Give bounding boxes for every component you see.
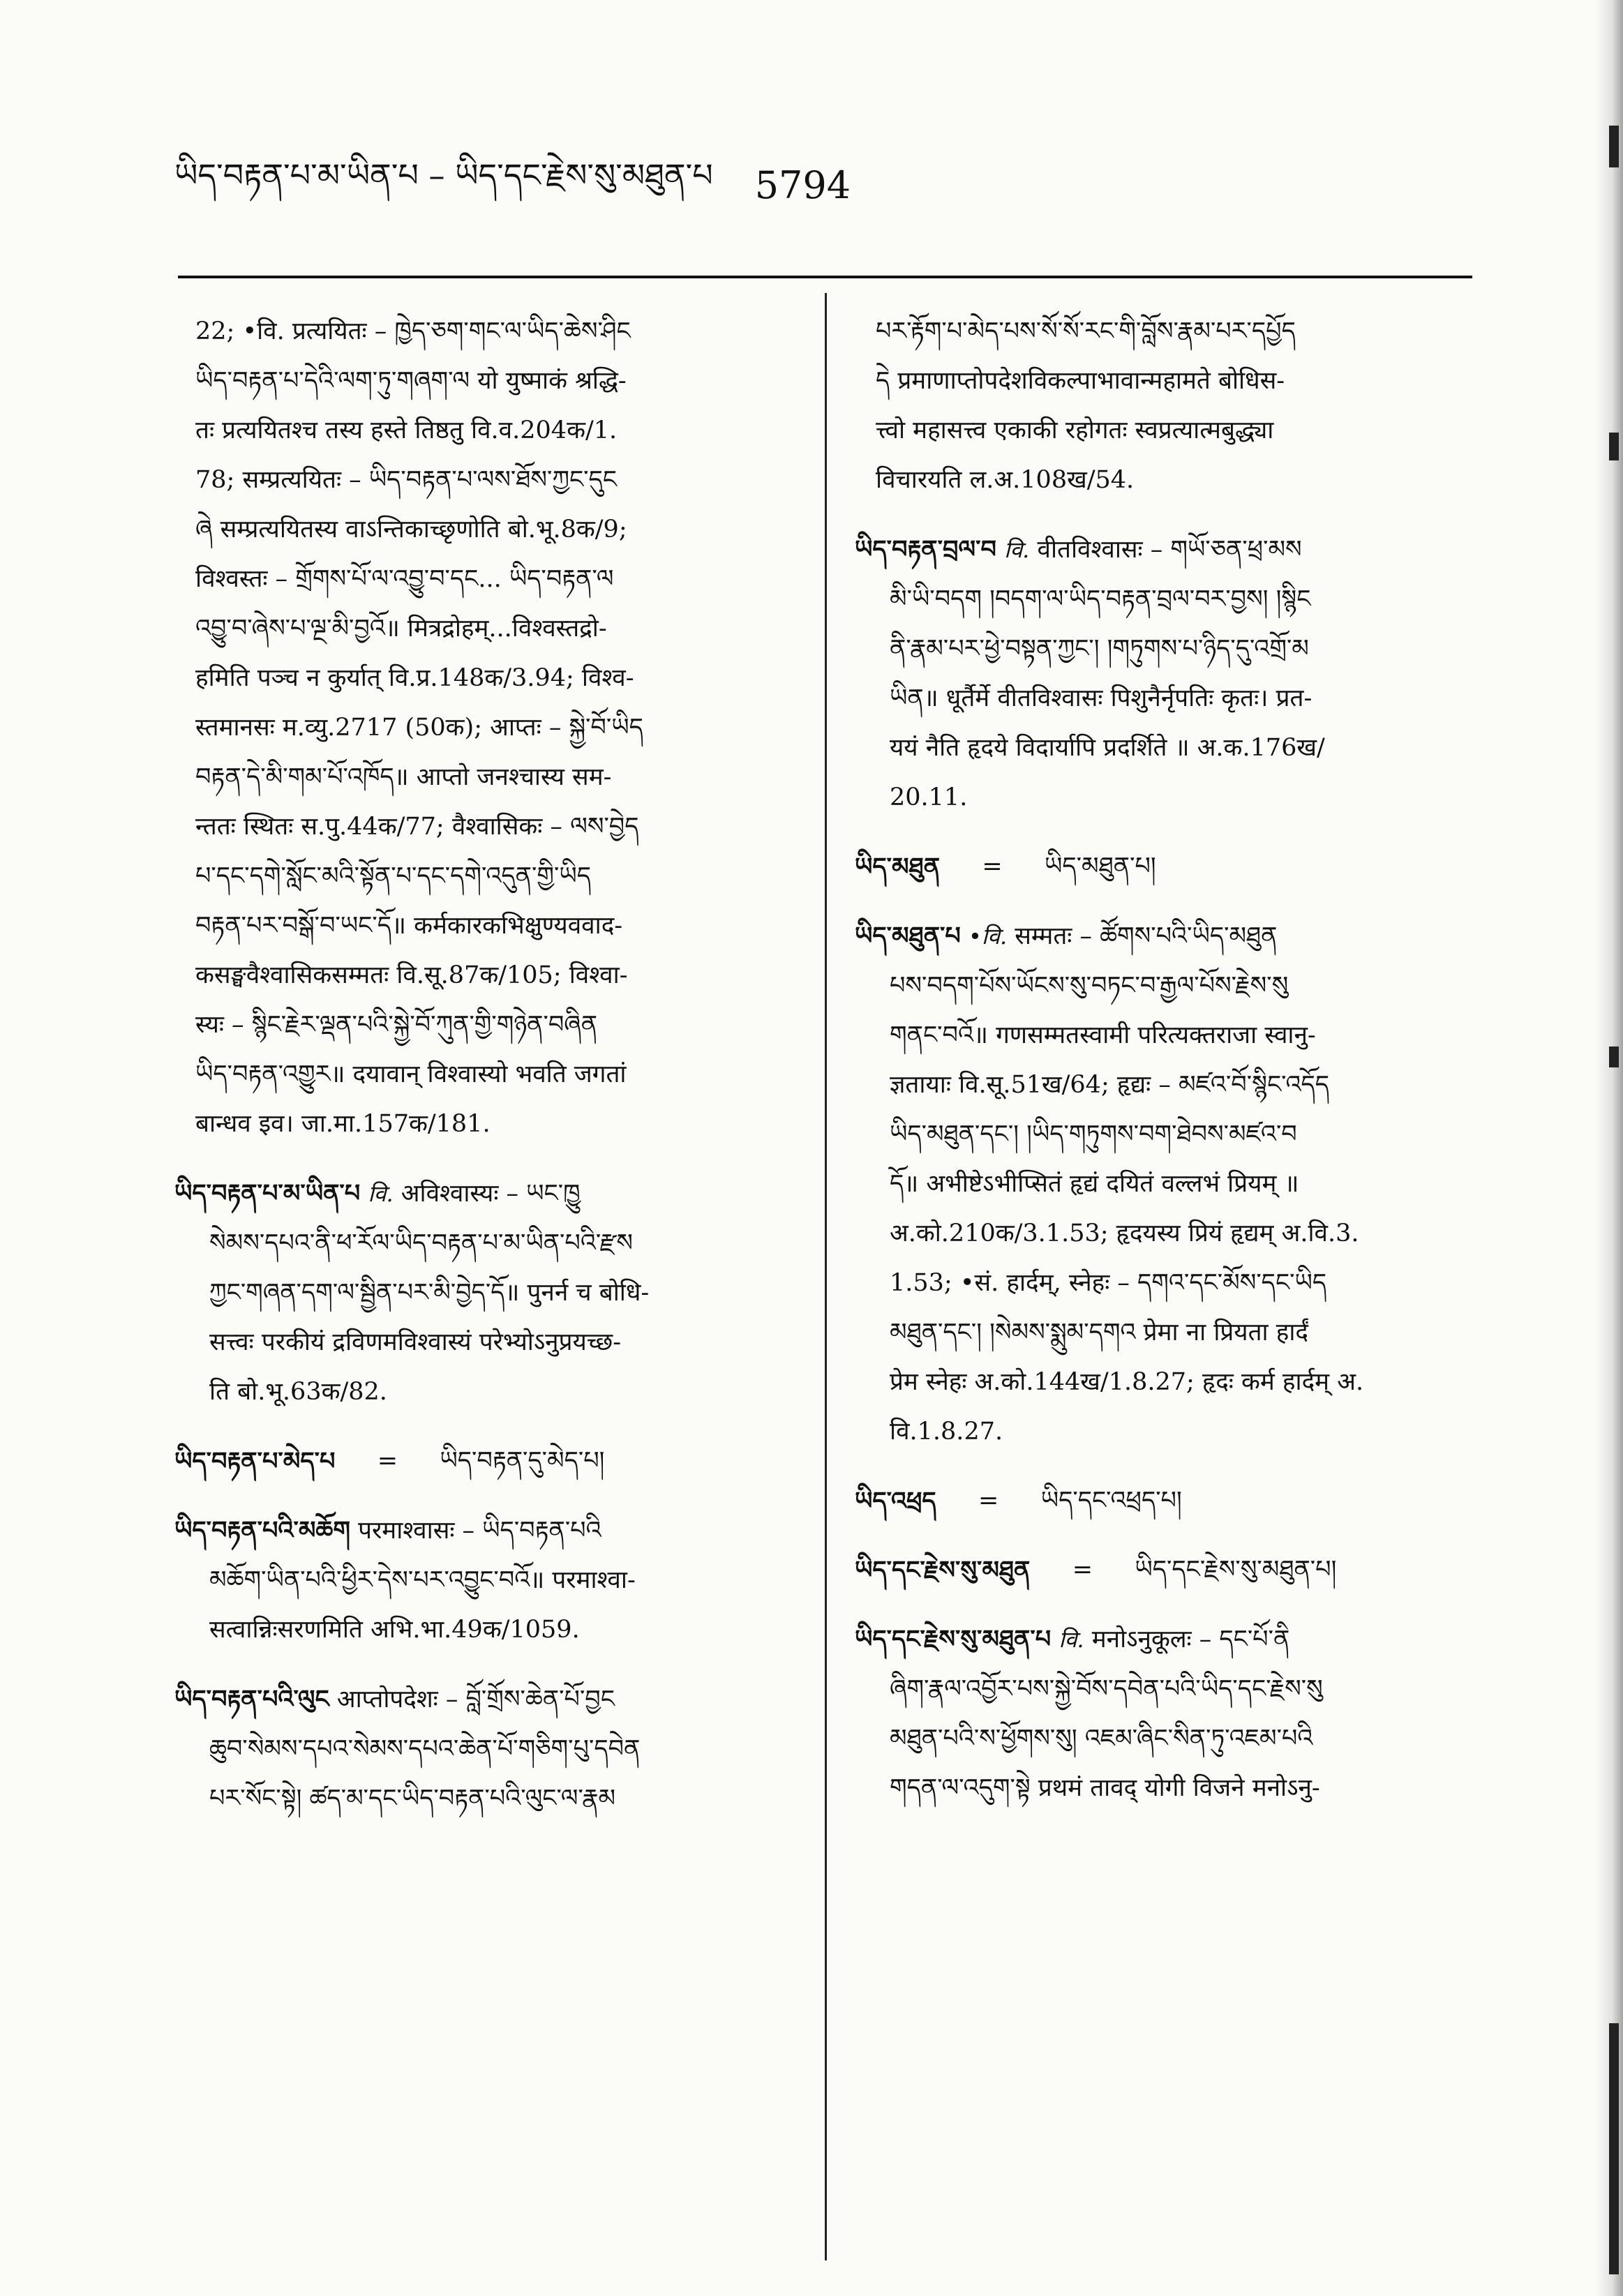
xref-target: ཡིད་བརྟན་དུ་མེད་པ།: [440, 1447, 605, 1475]
cross-reference: [855, 1476, 1469, 1526]
pos-tag: •वि.: [968, 923, 1008, 950]
gloss: वीतविश्वासः – གཡོ་ཅན་ཕྲ་མས: [1037, 536, 1302, 564]
scan-mark: [1609, 126, 1619, 167]
xref-head: ཡིད་འཕྲད: [855, 1487, 936, 1515]
text-line: बान्धव इव। जा.मा.157क/181.: [195, 1110, 491, 1138]
text-line: གདན་ལ་འདུག་སྟེ प्रथमं तावद् योगी विजने मनोऽनु-: [890, 1774, 1320, 1802]
text-line: ཡིད་བརྟན་པ་དེའི་ལག་ཏུ་གཞག་ལ यो युष्माकं श्रद्धि-: [195, 367, 627, 395]
gloss: मनोऽनुकूलः – དང་པོ་ནི: [1091, 1626, 1290, 1653]
running-header: [174, 156, 1472, 209]
text-line: སེམས་དཔའ་ནི་ཕ་རོལ་ཡིད་བརྟན་པ་མ་ཡིན་པའི་རྫས: [209, 1229, 633, 1257]
text-line: त्त्वो महासत्त्व एकाकी रहोगतः स्वप्रत्यात्मबुद्ध्या: [876, 417, 1274, 444]
text-line: འབྱུ་བ་ཞེས་པ་ལྔ་མི་བྱའོ॥ मित्रद्रोहम्...विश्वस्तद्रो-: [195, 615, 607, 643]
headword: ཡིད་བརྟན་པ་མ་ཡིན་པ: [174, 1179, 361, 1208]
text-line: विश्वस्तः – གྲོགས་པོ་ལ་འབྱུ་བ་དང... ཡིད་བརྟན་ལ: [195, 565, 614, 593]
entry-sammata: [855, 911, 1469, 1457]
text-line: ཡིད་བརྟན་འགྱུར॥ दयावान् विश्वास्यो भवति जगतां: [195, 1060, 627, 1088]
left-column: [174, 307, 788, 1843]
text-line: 20.11.: [890, 783, 968, 811]
gloss: परमाश्वासः – ཡིད་བརྟན་པའི: [358, 1517, 601, 1545]
text-line: པར་རྟོག་པ་མེད་པས་སོ་སོ་རང་གི་བློས་རྣམ་པར་དཔྱོད: [876, 317, 1296, 345]
text-line: ནི་རྣམ་པར་ཕྱེ་བསྟན་ཀྱང་། །གཏུགས་པ་ཉིད་དུ་འགྲོ་མ: [890, 635, 1309, 663]
xref-equals: =: [978, 1487, 999, 1515]
scan-mark: [1609, 2023, 1619, 2274]
text-line: ཆུབ་སེམས་དཔའ་སེམས་དཔའ་ཆེན་པོ་གཅིག་པུ་དབེན: [209, 1735, 641, 1763]
text-line: ཡིད་མཐུན་དང་། །ཡིད་གཏུགས་བག་ཐེབས་མཛའ་བ: [890, 1120, 1297, 1148]
headword: ཡིད་བརྟན་པའི་ལུང: [174, 1685, 329, 1713]
text-line: तः प्रत्ययितश्च तस्य हस्ते तिष्ठतु वि.व.204क/1.: [195, 417, 618, 444]
xref-head: ཡིད་དང་རྗེས་སུ་མཐུན: [855, 1556, 1031, 1584]
text-line: स्तमानसः म.व्यु.2717 (50क); आप्तः – སྐྱེ་བོ་ཡིད: [195, 714, 643, 742]
cross-reference: [855, 1545, 1469, 1595]
text-line: अ.को.210क/3.1.53; हृदयस्य प्रियं हृद्यम् अ.वि.3.: [890, 1220, 1359, 1247]
text-line: མཐུན་དང་། །སེམས་སྨུམ་དགའ प्रेमा ना प्रियता हार्दं: [890, 1319, 1308, 1346]
header-title: ཡིད་བརྟན་པ་མ་ཡིན་པ – ཡིད་དང་རྗེས་སུ་མཐུན་པ: [174, 156, 713, 194]
xref-head: ཡིད་མཐུན: [855, 853, 941, 881]
entry-vitavishvasa: [855, 525, 1469, 823]
text-line: མི་ཡི་བདག །བདག་ལ་ཡིད་བརྟན་བྲལ་བར་བྱས། །སྙིང: [890, 585, 1311, 613]
scan-mark: [1609, 433, 1619, 460]
column-divider: [825, 293, 827, 2260]
text-line: ཡིན॥ धूर्तैर्मे वीतविश्वासः पिशुनैर्नृपतिः कृतः। प्रत-: [890, 684, 1312, 712]
xref-target: ཡིད་དང་འཕྲད་པ།: [1040, 1487, 1182, 1515]
cross-reference: [855, 842, 1469, 892]
text-line: མཐུན་པའི་ས་ཕྱོགས་སུ། འཇམ་ཞིང་སིན་ཏུ་འཇམ་པའི: [890, 1725, 1313, 1753]
xref-equals: =: [377, 1447, 398, 1475]
text-line: कसङ्घवैश्वासिकसम्मतः वि.सू.87क/105; विश्वा-: [195, 961, 628, 989]
xref-equals: =: [982, 853, 1003, 880]
text-line: सत्त्वः परकीयं द्रविणमविश्वास्यं परेभ्योऽनुप्रयच्छ-: [209, 1328, 622, 1356]
xref-equals: =: [1072, 1556, 1093, 1584]
text-line: བརྟན་དེ་མི་གམ་པོ་འཁོད॥ आप्तो जनश्चास्य सम-: [195, 763, 612, 791]
text-line: ཀྱང་གཞན་དག་ལ་སྦྱིན་པར་མི་བྱེད་དོ॥ पुनर्न च बोधि-: [209, 1279, 650, 1307]
scan-mark: [1609, 1046, 1619, 1067]
headword: ཡིད་དང་རྗེས་སུ་མཐུན་པ: [855, 1625, 1052, 1653]
entry-aptopadesha: [174, 1674, 788, 1824]
text-line: ཞིག་རྣལ་འབྱོར་པས་སྐྱེ་བོས་དབེན་པའི་ཡིད་དང་རྗེས་སུ: [890, 1675, 1323, 1703]
text-line: 1.53; •सं. हार्दम्, स्नेहः – དགའ་དང་མོས་དང་ཡིད: [890, 1269, 1327, 1297]
text-line: प्रेम स्नेहः अ.को.144ख/1.8.27; हृदः कर्म हार्दम् अ.: [890, 1368, 1364, 1396]
headword: ཡིད་བརྟན་པའི་མཆོག: [174, 1516, 350, 1545]
text-line: वि.1.8.27.: [890, 1418, 1003, 1446]
xref-head: ཡིད་བརྟན་པ་མེད་པ: [174, 1447, 336, 1476]
gloss: आप्तोपदेशः – བློ་གྲོས་ཆེན་པོ་བྱང: [336, 1686, 615, 1713]
text-line: सत्वान्निःसरणमिति अभि.भा.49क/1059.: [209, 1616, 580, 1644]
text-line: དོ॥ अभीष्टेऽभीप्सितं हृद्यं दयितं वल्लभं प्रियम् ॥: [890, 1170, 1299, 1198]
text-line: དེ प्रमाणाप्तोपदेशविकल्पाभावान्महामते बोधिस-: [876, 367, 1285, 395]
text-line: གནང་བའོ॥ गणसम्मतस्वामी परित्यक्तराजा स्वानु-: [890, 1021, 1316, 1049]
text-line: 78; सम्प्रत्ययितः – ཡིད་བརྟན་པ་ལས་ཐོས་ཀྱང་དུང: [195, 466, 617, 494]
text-line: विचारयति ल.अ.108ख/54.: [876, 466, 1135, 494]
text-line: न्ततः स्थितः स.पु.44क/77; वैश्वासिकः – ལས་བྱེད: [195, 813, 639, 841]
continued-entry: [174, 307, 788, 1149]
text-line: པས་བདག་པོས་ཡོངས་སུ་བཏང་བ་རྒྱལ་པོས་རྗེས་སུ: [890, 972, 1289, 1000]
scan-edge-shadow: [1595, 0, 1623, 2296]
entry-paramashvasa: [174, 1506, 788, 1655]
gloss: अविश्वास्यः – ཡང་ཁྱུ: [401, 1180, 581, 1208]
headword: ཡིད་མཐུན་པ: [855, 922, 961, 950]
text-line: हमिति पञ्च न कुर्यात् वि.प्र.148क/3.94; विश्व-: [195, 664, 634, 692]
cross-reference: [174, 1436, 788, 1486]
text-line: ति बो.भू.63क/82.: [209, 1378, 387, 1406]
pos-tag: वि.: [368, 1180, 394, 1207]
text-line: བརྟན་པར་བསྒོ་བ་ཡང་དོ॥ कर्मकारकभिक्षुण्यववाद-: [195, 912, 623, 940]
gloss: सम्मतः – ཚོགས་པའི་ཡིད་མཐུན: [1015, 922, 1278, 950]
text-line: 22; •वि. प्रत्ययितः – ཁྱེད་ཅག་གང་ལ་ཡིད་ཆེས་ཤིང: [195, 317, 631, 345]
text-line: མཆོག་ཡིན་པའི་ཕྱིར་དེས་པར་འབྱུང་བའོ॥ परमाश्वा-: [209, 1566, 636, 1594]
page-number: 5794: [754, 163, 851, 207]
right-column: [855, 307, 1469, 1833]
headword: ཡིད་བརྟན་བྲལ་བ: [855, 535, 996, 564]
pos-tag: वि.: [1004, 537, 1030, 563]
text-line: ययं नैति हृदये विदार्यापि प्रदर्शिते ॥ अ.क.176ख/: [890, 734, 1325, 762]
text-line: པར་སོང་སྟེ། ཚད་མ་དང་ཡིད་བརྟན་པའི་ལུང་ལ་རྣམ: [209, 1785, 616, 1813]
text-line: ཞེ सम्प्रत्ययितस्य वाऽन्तिकाच्छृणोति बो.भू.8क/9;: [195, 516, 627, 543]
continued-entry: [855, 307, 1469, 505]
text-line: པ་དང་དགེ་སློང་མའི་སྟོན་པ་དང་དགེ་འདུན་གྱི་ཡིད: [195, 862, 592, 890]
pos-tag: वि.: [1059, 1626, 1084, 1653]
text-line: ज्ञतायाः वि.सू.51ख/64; हृद्यः – མཛའ་བོ་སྙིང་འདོད: [890, 1071, 1330, 1099]
xref-target: ཡིད་མཐུན་པ།: [1045, 853, 1156, 880]
entry-manonukula: [855, 1614, 1469, 1813]
xref-target: ཡིད་དང་རྗེས་སུ་མཐུན་པ།: [1135, 1556, 1337, 1584]
text-line: स्यः – སྙིང་རྗེར་ལྡན་པའི་སྐྱེ་བོ་ཀུན་གྱི་གཉེན་བཞིན: [195, 1011, 598, 1039]
header-rule: [178, 276, 1472, 278]
entry-avishvasya: [174, 1169, 788, 1417]
